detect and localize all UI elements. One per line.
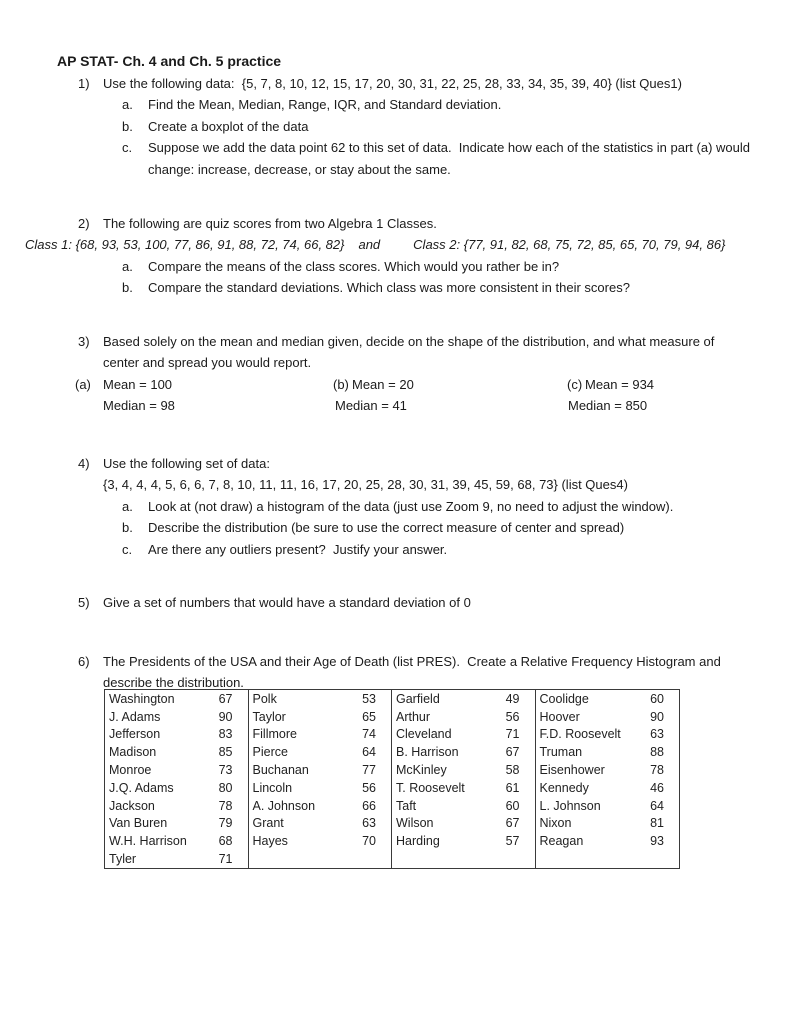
- table-row: [249, 797, 392, 815]
- q3-option-b-label: (b): [333, 376, 349, 392]
- president-name-cell: Monroe: [109, 763, 152, 778]
- q2-class1-data: Class 1: {68, 93, 53, 100, 77, 86, 91, 88, 72, 74, 66, 82}: [25, 237, 345, 253]
- q2-class-data-line: [25, 234, 725, 255]
- q4-prompt-line: [78, 453, 673, 474]
- president-name-cell: W.H. Harrison: [109, 834, 187, 849]
- table-row: [105, 832, 248, 850]
- question-6: [78, 651, 721, 694]
- q5-prompt: Give a set of numbers that would have a standard deviation of 0: [103, 595, 471, 610]
- table-row: [392, 779, 535, 797]
- question-3: [75, 331, 715, 417]
- table-row: [536, 850, 680, 868]
- president-name-cell: Tyler: [109, 852, 137, 867]
- table-row: [249, 743, 392, 761]
- president-name-cell: Kennedy: [539, 780, 589, 795]
- q2-item-a: [78, 256, 725, 277]
- president-name-cell: Van Buren: [109, 816, 168, 831]
- president-name-cell: Washington: [109, 691, 175, 706]
- age-cell: 46: [650, 780, 664, 795]
- q3-prompt-continuation: [78, 352, 714, 373]
- president-name-cell: F.D. Roosevelt: [539, 727, 621, 742]
- president-name-cell: Cleveland: [396, 727, 452, 742]
- table-row: [536, 690, 680, 708]
- table-row: [392, 690, 535, 708]
- table-row: [105, 726, 248, 744]
- table-row: [249, 815, 392, 833]
- question-1: [78, 73, 750, 180]
- q4-item-a-label: a.: [122, 498, 133, 514]
- presidents-table-column-group-1: [105, 690, 249, 868]
- q4-data-line: [78, 474, 673, 495]
- presidents-table: [104, 689, 680, 869]
- q4-item-a: [78, 496, 673, 517]
- president-name-cell: Nixon: [539, 816, 572, 831]
- president-name-cell: Truman: [539, 745, 583, 760]
- age-cell: 67: [505, 816, 520, 831]
- president-name-cell: Taft: [396, 798, 417, 813]
- q2-number: 2): [78, 216, 90, 231]
- table-row: [536, 797, 680, 815]
- q4-item-b-label: b.: [122, 520, 133, 536]
- q3-b-median: Median = 41: [335, 398, 407, 414]
- q3-a-median: Median = 98: [103, 398, 175, 414]
- question-5: [78, 592, 471, 613]
- q3-a-mean: Mean = 100: [103, 376, 173, 392]
- table-row: [249, 690, 392, 708]
- president-name-cell: Harding: [396, 834, 440, 849]
- page-title: AP STAT- Ch. 4 and Ch. 5 practice: [57, 53, 282, 69]
- q4-number: 4): [78, 456, 90, 471]
- question-4: [78, 453, 673, 560]
- q4-prompt: Use the following set of data:: [103, 456, 270, 471]
- age-cell: 80: [218, 780, 233, 795]
- q4-data: {3, 4, 4, 4, 5, 6, 6, 7, 8, 10, 11, 11, 16, 17, 20, 25, 28, 30, 31, 39, 45, 59, 68, 73} (list Ques4): [103, 477, 628, 493]
- q1-prompt: Use the following data: {5, 7, 8, 10, 12, 15, 17, 20, 30, 31, 22, 25, 28, 33, 34, 35, 39, 40} (list Ques1): [103, 76, 682, 91]
- table-row: [392, 761, 535, 779]
- age-cell: 78: [218, 798, 233, 813]
- table-row: [105, 779, 248, 797]
- q1-item-c-text: Suppose we add the data point 62 to this set of data. Indicate how each of the statistics in part (a) would: [148, 140, 750, 156]
- table-row: [105, 797, 248, 815]
- age-cell: 49: [505, 691, 520, 706]
- president-name-cell: Buchanan: [252, 763, 309, 778]
- q1-item-c-text-2: change: increase, decrease, or stay about the same.: [148, 161, 451, 177]
- president-name-cell: Polk: [252, 691, 277, 706]
- q1-number: 1): [78, 76, 90, 91]
- q4-item-b: [78, 517, 673, 538]
- president-name-cell: Hoover: [539, 709, 580, 724]
- table-row: [105, 690, 248, 708]
- president-name-cell: Pierce: [252, 745, 288, 760]
- table-row: [392, 850, 535, 868]
- president-name-cell: Wilson: [396, 816, 434, 831]
- table-row: [249, 850, 392, 868]
- age-cell: 71: [218, 852, 233, 867]
- q1-item-b-text: Create a boxplot of the data: [148, 118, 309, 134]
- q4-item-c: [78, 539, 673, 560]
- age-cell: 65: [362, 709, 376, 724]
- table-row: [249, 761, 392, 779]
- age-cell: 60: [650, 691, 664, 706]
- q3-option-b: [333, 374, 414, 417]
- age-cell: 78: [650, 763, 664, 778]
- q2-item-a-label: a.: [122, 258, 133, 274]
- age-cell: 63: [650, 727, 664, 742]
- president-name-cell: Grant: [252, 816, 284, 831]
- table-row: [249, 708, 392, 726]
- q2-prompt-line: [78, 213, 725, 234]
- table-row: [392, 743, 535, 761]
- q3-c-mean: Mean = 934: [585, 376, 655, 392]
- age-cell: 57: [505, 834, 520, 849]
- age-cell: 58: [505, 763, 520, 778]
- q3-prompt-line: [78, 331, 714, 352]
- age-cell: 83: [218, 727, 233, 742]
- q3-option-c: [567, 374, 654, 417]
- q2-item-b-text: Compare the standard deviations. Which class was more consistent in their scores?: [148, 280, 630, 296]
- q1-item-c-label: c.: [122, 140, 133, 156]
- table-row: [392, 797, 535, 815]
- president-name-cell: Arthur: [396, 709, 431, 724]
- president-name-cell: Jefferson: [109, 727, 161, 742]
- question-2: [25, 213, 726, 299]
- age-cell: 68: [218, 834, 233, 849]
- president-name-cell: A. Johnson: [252, 798, 316, 813]
- president-name-cell: Lincoln: [252, 780, 293, 795]
- q1-item-a: [78, 94, 750, 115]
- table-row: [105, 743, 248, 761]
- q1-item-b-label: b.: [122, 118, 133, 134]
- table-row: [392, 708, 535, 726]
- age-cell: 64: [362, 745, 376, 760]
- table-row: [249, 779, 392, 797]
- q2-conjunction: and: [358, 237, 381, 253]
- table-row: [536, 779, 680, 797]
- age-cell: 81: [650, 816, 664, 831]
- president-name-cell: B. Harrison: [396, 745, 459, 760]
- q2-item-a-text: Compare the means of the class scores. Which would you rather be in?: [148, 258, 560, 274]
- q1-item-c: [78, 137, 750, 158]
- table-row: [105, 815, 248, 833]
- table-row: [536, 726, 680, 744]
- age-cell: 88: [650, 745, 664, 760]
- q3-prompt-1: Based solely on the mean and median given, decide on the shape of the distribution, and what measure of: [103, 334, 715, 349]
- age-cell: 70: [362, 834, 376, 849]
- table-row: [249, 726, 392, 744]
- q3-c-median: Median = 850: [568, 398, 648, 414]
- q4-item-c-text: Are there any outliers present? Justify your answer.: [148, 541, 448, 557]
- president-name-cell: Coolidge: [539, 691, 589, 706]
- age-cell: 85: [218, 745, 233, 760]
- q5-number: 5): [78, 595, 90, 610]
- table-row: [105, 761, 248, 779]
- president-name-cell: J.Q. Adams: [109, 780, 174, 795]
- president-name-cell: Fillmore: [252, 727, 297, 742]
- president-name-cell: McKinley: [396, 763, 447, 778]
- age-cell: 66: [362, 798, 376, 813]
- q6-prompt-1: The Presidents of the USA and their Age of Death (list PRES). Create a Relative Frequency Histogram and: [103, 654, 721, 669]
- presidents-table-column-group-3: [392, 690, 536, 868]
- q3-option-a: [75, 374, 175, 417]
- table-row: [536, 708, 680, 726]
- age-cell: 63: [362, 816, 376, 831]
- age-cell: 90: [650, 709, 664, 724]
- age-cell: 90: [218, 709, 233, 724]
- q1-item-c-continuation: [78, 159, 750, 180]
- age-cell: 53: [362, 691, 376, 706]
- table-row: [105, 850, 248, 868]
- age-cell: 73: [218, 763, 233, 778]
- president-name-cell: Hayes: [252, 834, 288, 849]
- q1-prompt-line: [78, 73, 750, 94]
- age-cell: 64: [650, 798, 664, 813]
- age-cell: 67: [218, 691, 233, 706]
- q4-item-b-text: Describe the distribution (be sure to use the correct measure of center and spread): [148, 520, 625, 536]
- president-name-cell: L. Johnson: [539, 798, 601, 813]
- president-name-cell: Reagan: [539, 834, 584, 849]
- q4-item-a-text: Look at (not draw) a histogram of the data (just use Zoom 9, no need to adjust the window).: [148, 498, 674, 514]
- table-row: [105, 708, 248, 726]
- table-row: [392, 832, 535, 850]
- president-name-cell: Garfield: [396, 691, 440, 706]
- table-row: [249, 832, 392, 850]
- age-cell: 56: [505, 709, 520, 724]
- q3-prompt-2: center and spread you would report.: [103, 355, 312, 371]
- q2-item-b: [78, 277, 725, 298]
- age-cell: 56: [362, 780, 376, 795]
- age-cell: 67: [505, 745, 520, 760]
- president-name-cell: Jackson: [109, 798, 155, 813]
- q6-prompt-line: [78, 651, 721, 672]
- age-cell: 74: [362, 727, 376, 742]
- presidents-table-column-group-4: [536, 690, 680, 868]
- q2-class2-data: Class 2: {77, 91, 82, 68, 75, 72, 85, 65, 70, 79, 94, 86}: [413, 237, 726, 253]
- q2-item-b-label: b.: [122, 280, 133, 296]
- age-cell: 93: [650, 834, 664, 849]
- table-row: [536, 743, 680, 761]
- q3-b-mean: Mean = 20: [352, 376, 414, 392]
- president-name-cell: Eisenhower: [539, 763, 605, 778]
- age-cell: 60: [505, 798, 520, 813]
- table-row: [536, 832, 680, 850]
- table-row: [392, 815, 535, 833]
- age-cell: 61: [505, 780, 520, 795]
- q1-item-b: [78, 116, 750, 137]
- table-row: [536, 815, 680, 833]
- q6-number: 6): [78, 654, 90, 669]
- q4-item-c-label: c.: [122, 541, 133, 557]
- age-cell: 77: [362, 763, 376, 778]
- q1-item-a-text: Find the Mean, Median, Range, IQR, and Standard deviation.: [148, 97, 502, 113]
- q3-options: [75, 374, 714, 417]
- presidents-table-column-group-2: [249, 690, 393, 868]
- q3-option-c-label: (c): [567, 376, 583, 392]
- president-name-cell: Madison: [109, 745, 157, 760]
- q6-prompt-2: describe the distribution.: [103, 675, 244, 691]
- q2-prompt: The following are quiz scores from two Algebra 1 Classes.: [103, 216, 437, 231]
- table-row: [392, 726, 535, 744]
- q3-number: 3): [78, 334, 90, 349]
- q5-prompt-line: [78, 592, 471, 613]
- q3-option-a-label: (a): [75, 376, 91, 392]
- age-cell: 71: [505, 727, 520, 742]
- q1-item-a-label: a.: [122, 97, 133, 113]
- table-row: [536, 761, 680, 779]
- president-name-cell: T. Roosevelt: [396, 780, 465, 795]
- president-name-cell: Taylor: [252, 709, 286, 724]
- president-name-cell: J. Adams: [109, 709, 161, 724]
- age-cell: 79: [218, 816, 233, 831]
